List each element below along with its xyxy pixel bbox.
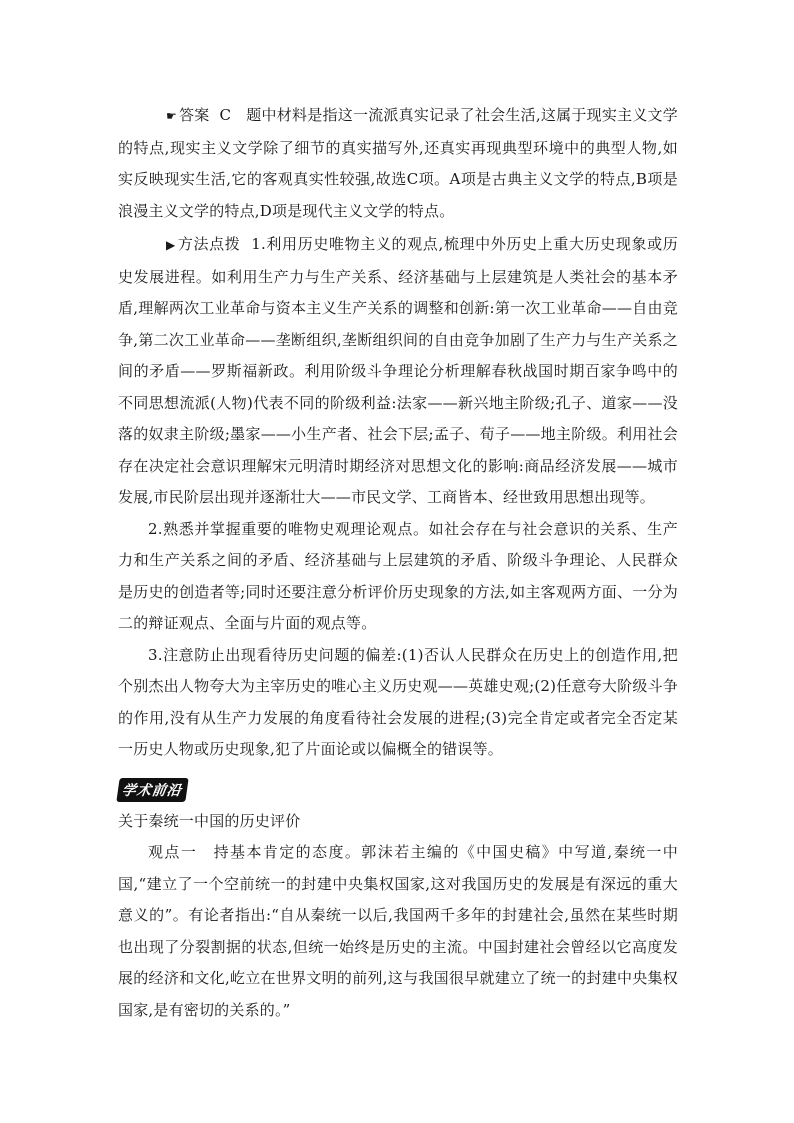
pointing-hand-icon: ☛ [166,109,177,123]
frontier-viewpoint-1-text: 观点一 持基本肯定的态度。郭沫若主编的《中国史稿》中写道,秦统一中国,“建立了一个空前统一的封建中央集权国家,这对我国历史的发展是有深远的重大意义的”。有论者指出:“自从秦统一以后,我国两千多年的封建社会,虽然在某些时期也出现了分裂割据的状态,但统一始终是历史的主流。中国封建社会曾经以它高度发展的经济和文化,屹立在世界文明的前列,这与我国很早就建立了统一的封建中央集权国家,是有密切的关系的。” [118,843,678,1019]
method-point-1 [118,229,678,514]
method-point-2-text: 2.熟悉并掌握重要的唯物史观理论观点。如社会存在与社会意识的关系、生产力和生产关系之间的矛盾、经济基础与上层建筑的矛盾、阶级斗争理论、人民群众是历史的创造者等;同时还要注意分析评价历史现象的方法,如主客观两方面、一分为二的辩证观点、全面与片面的观点等。 [118,519,678,632]
answer-letter: C [219,106,232,124]
triangle-marker-icon: ▶ [166,238,176,252]
method-point-1-text: 1.利用历史唯物主义的观点,梳理中外历史上重大历史现象或历史发展进程。如利用生产力与生产关系、经济基础与上层建筑是人类社会的基本矛盾,理解两次工业革命与资本主义生产关系的调整和创新:第一次工业革命——自由竞争,第二次工业革命——垄断组织,垄断组织间的自由竞争加剧了生产力与生产关系之间的矛盾——罗斯福新政。利用阶级斗争理论分析理解春秋战国时期百家争鸣中的不同思想流派(人物)代表不同的阶级利益:法家——新兴地主阶级;孔子、道家——没落的奴隶主阶级;墨家——小生产者、社会下层;孟子、荀子——地主阶级。利用社会存在决定社会意识理解宋元明清时期经济对思想文化的影响:商品经济发展——城市发展,市民阶层出现并逐渐壮大——市民文学、工商皆本、经世致用思想出现等。 [118,235,678,506]
method-point-3-text: 3.注意防止出现看待历史问题的偏差:(1)否认人民群众在历史上的创造作用,把个别杰出人物夸大为主宰历史的唯心主义历史观——英雄史观;(2)任意夸大阶级斗争的作用,没有从生产力发展的角度看待社会发展的进程;(3)完全肯定或者完全否定某一历史人物或历史现象,犯了片面论或以偏概全的错误等。 [118,645,678,758]
frontier-badge: 学术前沿 [116,778,188,802]
method-point-3 [118,640,678,766]
answer-text: 题中材料是指这一流派真实记录了社会生活,这属于现实主义文学的特点,现实主义文学除了细节的真实描写外,还真实再现典型环境中的典型人物,如实反映现实生活,它的客观真实性较强,故选C项。A项是古典主义文学的特点,B项是浪漫主义文学的特点,D项是现代主义文学的特点。 [118,106,678,220]
frontier-title: 关于秦统一中国的历史评价 [118,811,301,830]
frontier-badge-wrap [118,766,678,802]
answer-label: 答案 [178,106,210,124]
answer-paragraph [118,100,678,227]
method-label: 方法点拨 [177,235,241,253]
method-point-2 [118,514,678,640]
frontier-viewpoint-1 [118,837,678,1026]
document-page [118,100,678,1026]
